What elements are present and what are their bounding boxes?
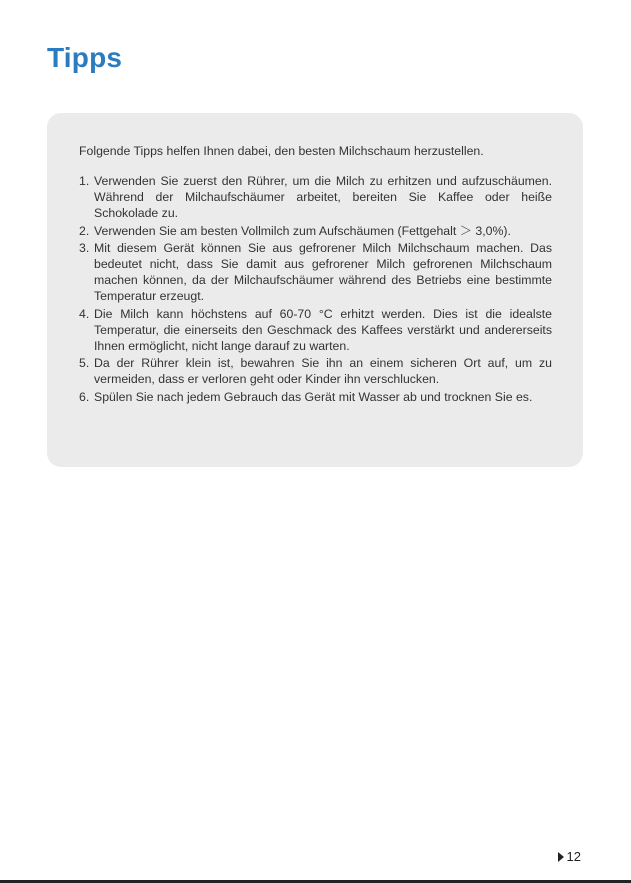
tip-text: Verwenden Sie am besten Vollmilch zum Aufschäumen (Fettgehalt ＞ 3,0%). bbox=[94, 223, 511, 238]
tip-number: 1. bbox=[79, 174, 90, 188]
tip-item-5 bbox=[79, 355, 552, 387]
tip-number: 4. bbox=[79, 306, 90, 321]
tip-number: 5. bbox=[79, 356, 90, 370]
tip-item-6 bbox=[79, 389, 552, 405]
tip-number: 3. bbox=[79, 241, 90, 255]
page-title: Tipps bbox=[47, 42, 123, 73]
page-number bbox=[558, 849, 581, 864]
page-number-text: 12 bbox=[566, 849, 581, 864]
tip-item-1 bbox=[79, 173, 552, 221]
tip-item-3 bbox=[79, 240, 552, 304]
tip-text: Mit diesem Gerät können Sie aus gefrorener Milch Milchschaum machen. Das bedeutet nicht, dass Sie damit aus gefrorener Milch gefrorenen Milchschaum machen können, da der Milchaufschäumer während des Betriebs eine bestimmte Temperatur erzeugt. bbox=[94, 241, 552, 303]
tip-item-4 bbox=[79, 306, 552, 354]
tip-number: 2. bbox=[79, 223, 90, 238]
tips-intro: Folgende Tipps helfen Ihnen dabei, den besten Milchschaum herzustellen. bbox=[79, 144, 484, 158]
tip-number: 6. bbox=[79, 389, 90, 404]
tips-list bbox=[79, 173, 552, 405]
tip-text: Die Milch kann höchstens auf 60-70 °C erhitzt werden. Dies ist die idealste Temperatur, die einerseits den Geschmack des Kaffees verstärkt und andererseits Ihnen ermöglicht, nicht lange darauf zu warten. bbox=[94, 306, 552, 353]
tip-text: Da der Rührer klein ist, bewahren Sie ihn an einem sicheren Ort auf, um zu vermeiden, dass er verloren geht oder Kinder ihn verschlucken. bbox=[94, 356, 552, 386]
tip-text: Verwenden Sie zuerst den Rührer, um die Milch zu erhitzen und aufzuschäumen. Während der Milchaufschäumer arbeitet, bereiten Sie Kaffee oder heiße Schokolade zu. bbox=[94, 174, 552, 220]
triangle-right-icon bbox=[558, 852, 564, 862]
tips-box bbox=[47, 113, 583, 467]
tip-text: Spülen Sie nach jedem Gebrauch das Gerät mit Wasser ab und trocknen Sie es. bbox=[94, 389, 533, 404]
tip-item-2 bbox=[79, 223, 552, 239]
